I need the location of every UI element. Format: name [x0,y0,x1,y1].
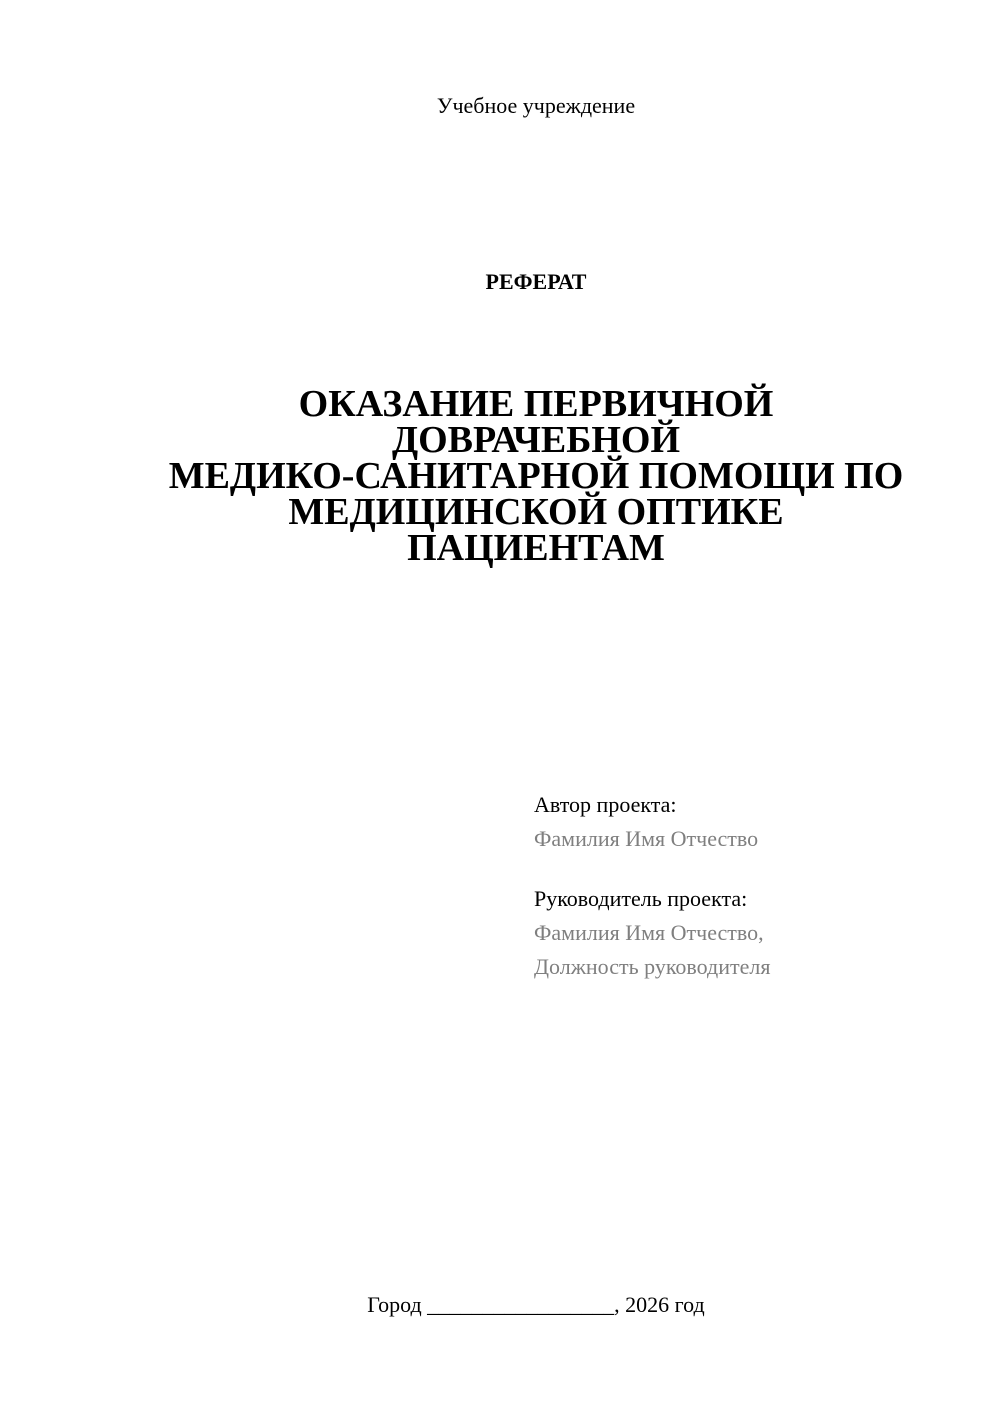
author-name: Фамилия Имя Отчество [534,826,759,851]
title-line-4: МЕДИЦИНСКОЙ ОПТИКЕ [288,491,784,533]
document-title [140,383,932,569]
title-line-2: ДОВРАЧЕБНОЙ [391,419,681,461]
institution-name: Учебное учреждение [436,93,636,118]
supervisor-name: Фамилия Имя Отчество, [534,920,764,945]
title-line-3: МЕДИКО-САНИТАРНОЙ ПОМОЩИ ПО [168,455,904,497]
city-year-line: Город _________________, 2026 год [367,1292,705,1317]
document-type: РЕФЕРАТ [485,269,587,294]
supervisor-position: Должность руководителя [534,954,771,979]
project-info [534,788,974,984]
author-label: Автор проекта: [534,792,677,817]
title-line-5: ПАЦИЕНТАМ [407,527,665,569]
title-line-1: ОКАЗАНИЕ ПЕРВИЧНОЙ [298,383,774,425]
supervisor-label: Руководитель проекта: [534,886,748,911]
info-spacer [534,856,974,882]
